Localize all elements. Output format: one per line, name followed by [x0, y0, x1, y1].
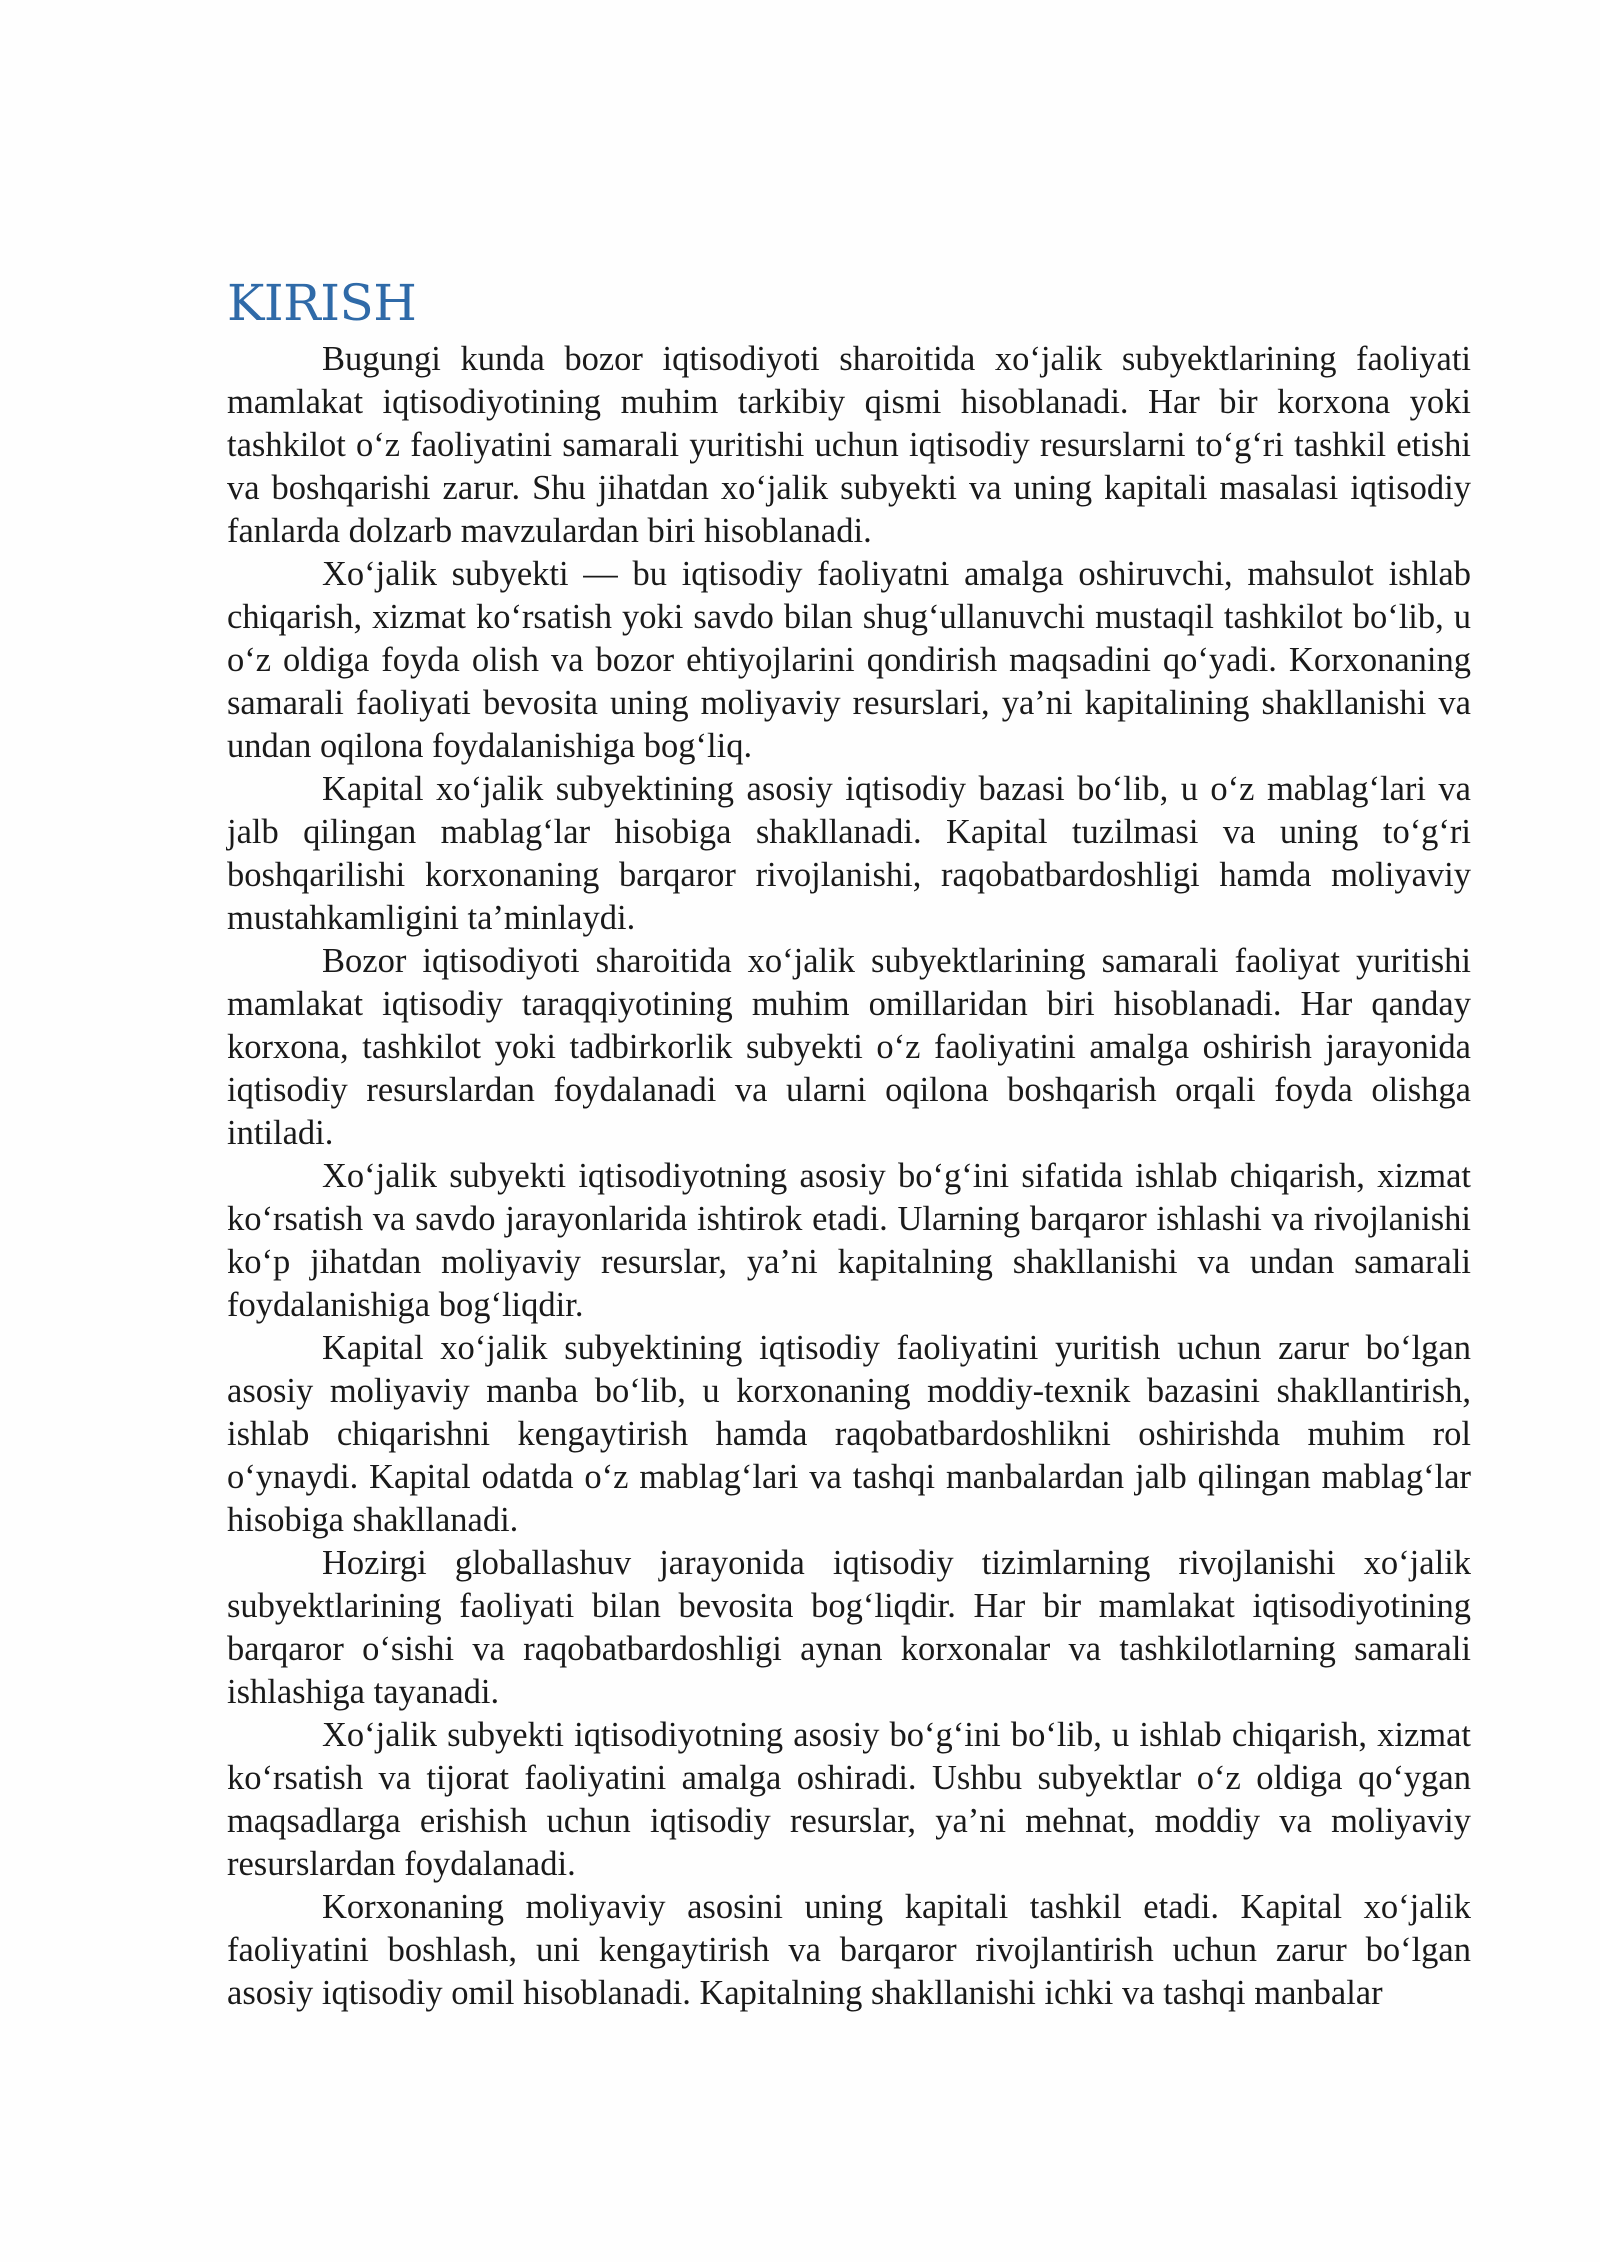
paragraph-5: Xo‘jalik subyekti iqtisodiyotning asosiy bo‘g‘ini sifatida ishlab chiqarish, xizmat ko‘rsatish va savdo jarayonlarida ishtirok etadi. Ularning barqaror ishlashi va rivojlanishi ko‘p jihatdan moliyaviy resurslar, ya’ni kapitalning shakllanishi va undan samarali foydalanishiga bog‘liqdir.	[227, 1157, 1471, 1324]
paragraph-4: Bozor iqtisodiyoti sharoitida xo‘jalik subyektlarining samarali faoliyat yuritishi mamlakat iqtisodiy taraqqiyotining muhim omillaridan biri hisoblanadi. Har qanday korxona, tashkilot yoki tadbirkorlik subyekti o‘z faoliyatini amalga oshirish jarayonida iqtisodiy resurslardan foydalanadi va ularni oqilona boshqarish orqali foyda olishga intiladi.	[227, 942, 1471, 1152]
section-heading: KIRISH	[227, 274, 417, 332]
paragraph-6: Kapital xo‘jalik subyektining iqtisodiy faoliyatini yuritish uchun zarur bo‘lgan asosiy moliyaviy manba bo‘lib, u korxonaning moddiy-texnik bazasini shakllantirish, ishlab chiqarishni kengaytirish hamda raqobatbardoshlikni oshirishda muhim rol o‘ynaydi. Kapital odatda o‘z mablag‘lari va tashqi manbalardan jalb qilingan mablag‘lar hisobiga shakllanadi.	[227, 1329, 1471, 1539]
paragraph-2: Xo‘jalik subyekti — bu iqtisodiy faoliyatni amalga oshiruvchi, mahsulot ishlab chiqarish, xizmat ko‘rsatish yoki savdo bilan shug‘ullanuvchi mustaqil tashkilot bo‘lib, u o‘z oldiga foyda olish va bozor ehtiyojlarini qondirish maqsadini qo‘yadi. Korxonaning samarali faoliyati bevosita uning moliyaviy resurslari, ya’ni kapitalining shakllanishi va undan oqilona foydalanishiga bog‘liq.	[227, 555, 1471, 765]
paragraph-3: Kapital xo‘jalik subyektining asosiy iqtisodiy bazasi bo‘lib, u o‘z mablag‘lari va jalb qilingan mablag‘lar hisobiga shakllanadi. Kapital tuzilmasi va uning to‘g‘ri boshqarilishi korxonaning barqaror rivojlanishi, raqobatbardoshligi hamda moliyaviy mustahkamligini ta’minlaydi.	[227, 770, 1471, 937]
paragraph-8: Xo‘jalik subyekti iqtisodiyotning asosiy bo‘g‘ini bo‘lib, u ishlab chiqarish, xizmat ko‘rsatish va tijorat faoliyatini amalga oshiradi. Ushbu subyektlar o‘z oldiga qo‘ygan maqsadlarga erishish uchun iqtisodiy resurslar, ya’ni mehnat, moddiy va moliyaviy resurslardan foydalanadi.	[227, 1716, 1471, 1883]
paragraph-1: Bugungi kunda bozor iqtisodiyoti sharoitida xo‘jalik subyektlarining faoliyati mamlakat iqtisodiyotining muhim tarkibiy qismi hisoblanadi. Har bir korxona yoki tashkilot o‘z faoliyatini samarali yuritishi uchun iqtisodiy resurslarni to‘g‘ri tashkil etishi va boshqarishi zarur. Shu jihatdan xo‘jalik subyekti va uning kapitali masalasi iqtisodiy fanlarda dolzarb mavzulardan biri hisoblanadi.	[227, 340, 1471, 550]
paragraph-9: Korxonaning moliyaviy asosini uning kapitali tashkil etadi. Kapital xo‘jalik faoliyatini boshlash, uni kengaytirish va barqaror rivojlantirish uchun zarur bo‘lgan asosiy iqtisodiy omil hisoblanadi. Kapitalning shakllanishi ichki va tashqi manbalar	[227, 1888, 1471, 2012]
paragraph-7: Hozirgi globallashuv jarayonida iqtisodiy tizimlarning rivojlanishi xo‘jalik subyektlarining faoliyati bilan bevosita bog‘liqdir. Har bir mamlakat iqtisodiyotining barqaror o‘sishi va raqobatbardoshligi aynan korxonalar va tashkilotlarning samarali ishlashiga tayanadi.	[227, 1544, 1471, 1711]
document-body	[227, 268, 1471, 2015]
